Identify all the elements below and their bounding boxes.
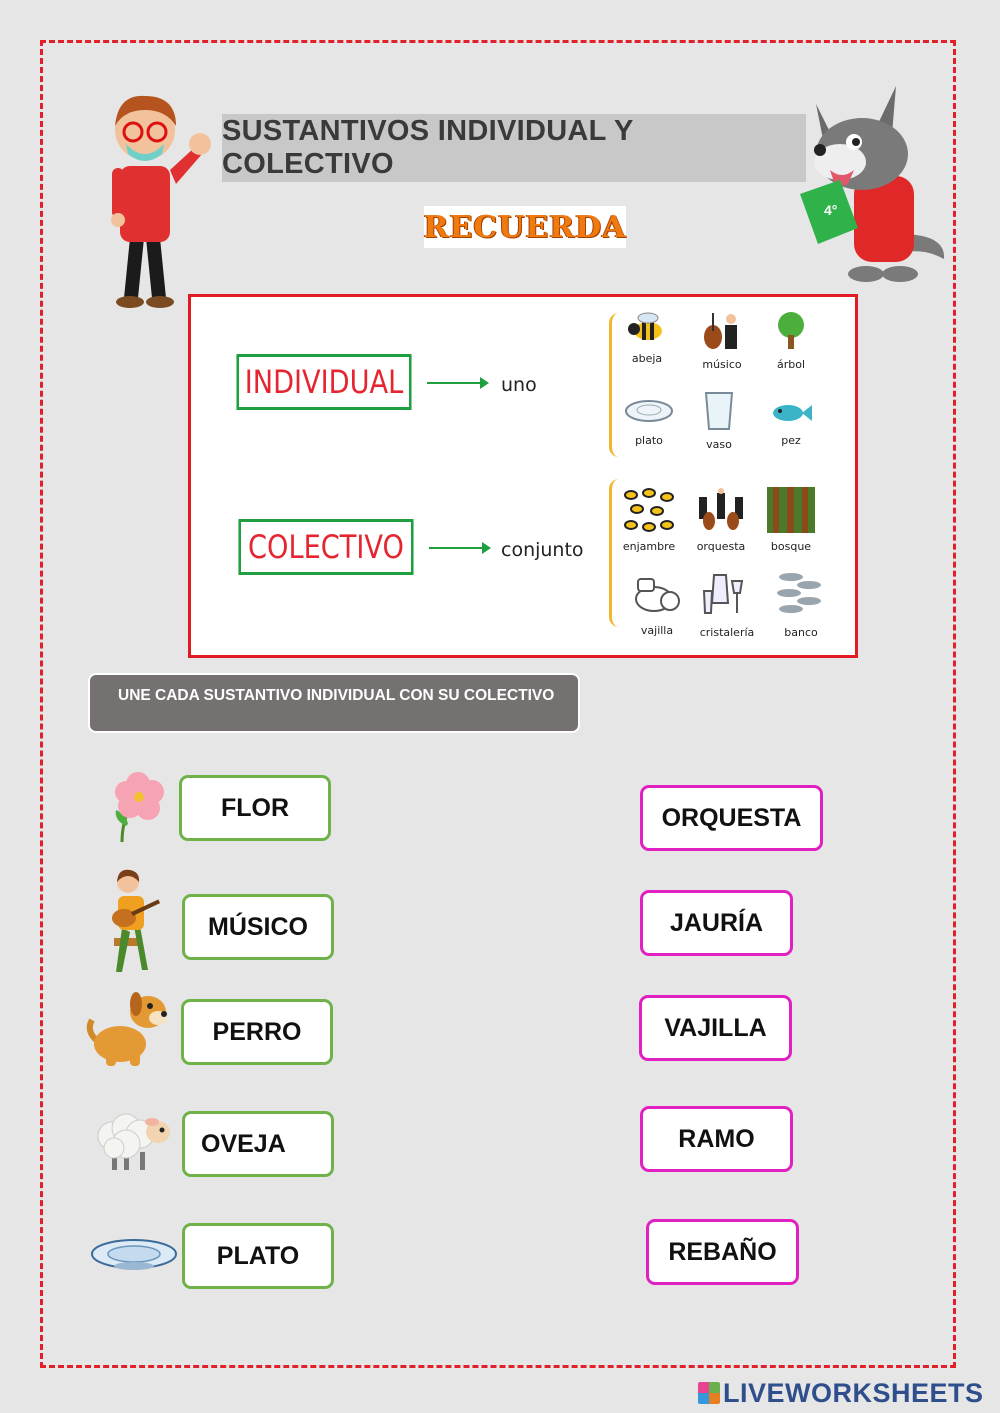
item-abeja: abeja bbox=[611, 311, 683, 365]
item-vajilla: vajilla bbox=[621, 575, 693, 637]
item-orquesta: orquesta bbox=[685, 487, 757, 553]
plate-big-icon bbox=[90, 1236, 178, 1274]
item-pez: pez bbox=[755, 399, 827, 447]
right-card-orquesta[interactable]: ORQUESTA bbox=[640, 785, 823, 851]
colectivo-arrow bbox=[429, 547, 483, 549]
left-card-flor[interactable]: FLOR bbox=[179, 775, 331, 841]
individual-arrow bbox=[427, 382, 481, 384]
tree-icon bbox=[768, 311, 814, 351]
colectivo-label: COLECTIVO bbox=[238, 519, 413, 575]
item-vaso: vaso bbox=[683, 391, 755, 451]
musician-icon bbox=[699, 311, 745, 351]
sheep-icon bbox=[96, 1110, 176, 1172]
grade-badge: 4° bbox=[824, 202, 838, 218]
left-card-oveja[interactable]: OVEJA bbox=[182, 1111, 334, 1177]
dog-icon bbox=[86, 986, 170, 1068]
page-title: SUSTANTIVOS INDIVIDUAL Y COLECTIVO bbox=[222, 114, 806, 182]
plate-icon bbox=[624, 397, 674, 427]
right-card-jauria[interactable]: JAURÍA bbox=[640, 890, 793, 956]
item-musico: músico bbox=[686, 311, 758, 371]
right-card-vajilla[interactable]: VAJILLA bbox=[639, 995, 792, 1061]
item-plato: plato bbox=[613, 397, 685, 447]
liveworksheets-logo: LIVEWORKSHEETS bbox=[698, 1378, 984, 1409]
wolf-mascot bbox=[796, 84, 946, 289]
item-enjambre: enjambre bbox=[613, 487, 685, 553]
left-card-plato[interactable]: PLATO bbox=[182, 1223, 334, 1289]
item-arbol: árbol bbox=[755, 311, 827, 371]
bee-icon bbox=[624, 311, 670, 345]
fish-icon bbox=[768, 399, 814, 427]
colectivo-meaning: conjunto bbox=[501, 539, 584, 561]
recuerda-banner: RECUERDA bbox=[424, 206, 626, 248]
left-card-musico[interactable]: MÚSICO bbox=[182, 894, 334, 960]
individual-meaning: uno bbox=[501, 374, 537, 396]
forest-icon bbox=[767, 487, 815, 533]
individual-label: INDIVIDUAL bbox=[236, 354, 411, 410]
instruction-banner: UNE CADA SUSTANTIVO INDIVIDUAL CON SU COLECTIVO bbox=[88, 673, 580, 733]
flower-icon bbox=[108, 770, 168, 844]
swarm-icon bbox=[623, 487, 675, 533]
fish-school-icon bbox=[775, 569, 827, 619]
boy-illustration bbox=[90, 88, 220, 313]
item-banco: banco bbox=[765, 569, 837, 639]
dishes-icon bbox=[632, 575, 682, 617]
item-cristaleria: cristalería bbox=[691, 573, 763, 639]
glass-icon bbox=[696, 391, 742, 431]
right-card-ramo[interactable]: RAMO bbox=[640, 1106, 793, 1172]
recuerda-diagram bbox=[188, 294, 858, 658]
liveworksheets-icon bbox=[698, 1382, 720, 1404]
right-card-rebano[interactable]: REBAÑO bbox=[646, 1219, 799, 1285]
left-card-perro[interactable]: PERRO bbox=[181, 999, 333, 1065]
glassware-icon bbox=[702, 573, 752, 619]
item-bosque: bosque bbox=[755, 487, 827, 553]
orchestra-icon bbox=[695, 487, 747, 533]
musician-guitar-icon bbox=[102, 868, 168, 976]
